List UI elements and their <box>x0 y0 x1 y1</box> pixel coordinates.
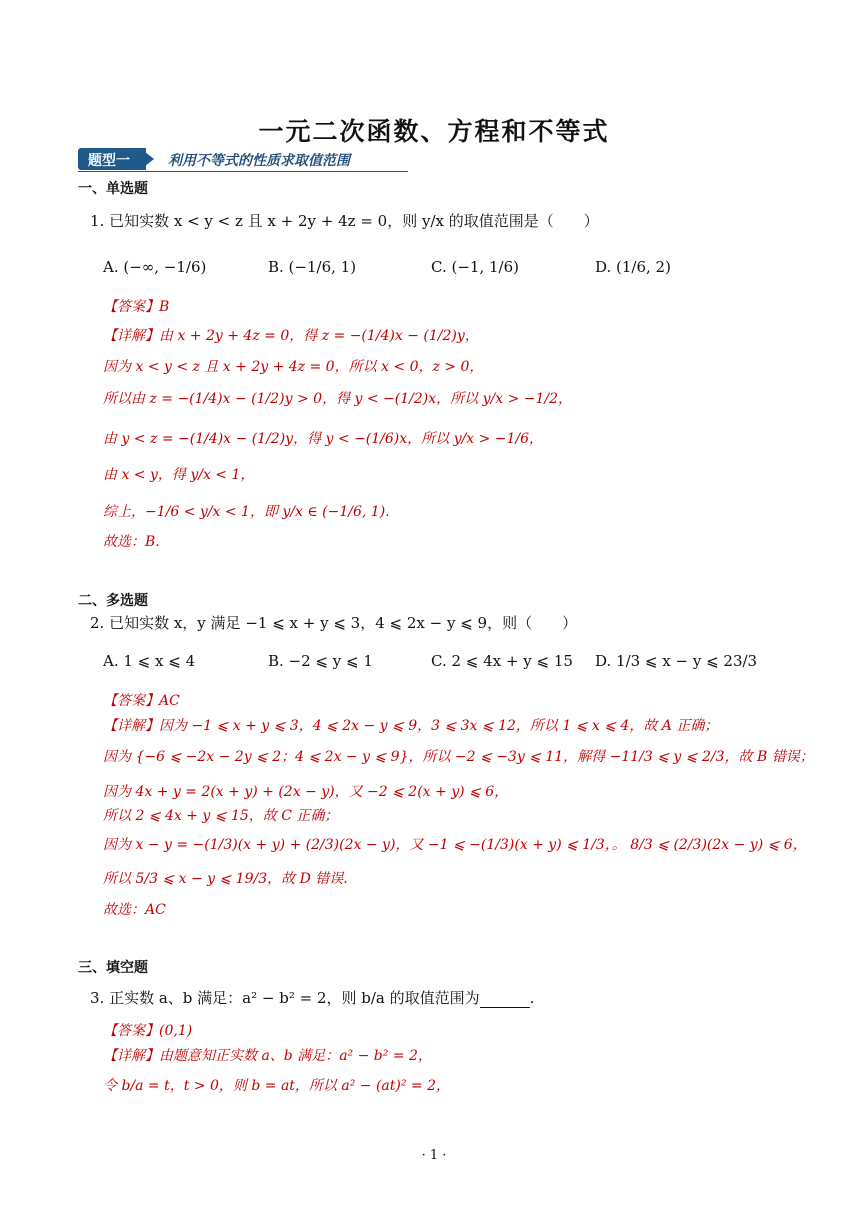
q2-answer: 【答案】AC <box>103 693 180 709</box>
q1-option-b: B. (−1/6, 1) <box>268 258 357 276</box>
q2-solution-line: 因为 x − y = −(1/3)(x + y) + (2/3)(2x − y)，又 −1 ⩽ −(1/3)(x + y) ⩽ 1/3，。 8/3 ⩽ (2/3)(2x − y) ⩽ 6， <box>103 837 807 853</box>
banner-label: 题型一 <box>88 153 130 169</box>
question-3-stem <box>90 987 534 1008</box>
q3-answer: 【答案】(0,1) <box>103 1023 193 1039</box>
section-heading-fill-blank: 三、填空题 <box>78 960 148 976</box>
page-title: 一元二次函数、方程和不等式 <box>258 117 610 146</box>
q2-solution-line: 所以 5/3 ⩽ x − y ⩽ 19/3，故 D 错误. <box>103 871 348 887</box>
q1-solution-line: 所以由 z = −(1/4)x − (1/2)y > 0，得 y < −(1/2)x，所以 y/x > −1/2， <box>103 391 573 407</box>
banner-text: 利用不等式的性质求取值范围 <box>168 153 350 169</box>
q2-solution-line: 因为 {−6 ⩽ −2x − 2y ⩽ 2；4 ⩽ 2x − y ⩽ 9}，所以 −2 ⩽ −3y ⩽ 11，解得 −11/3 ⩽ y ⩽ 2/3，故 B 错误； <box>103 749 814 765</box>
q3-stem-text: 3. 正实数 a、b 满足：a² − b² = 2，则 b/a 的取值范围为 <box>90 989 480 1007</box>
q3-solution-line: 令 b/a = t，t > 0，则 b = at，所以 a² − (at)² = 2， <box>103 1078 450 1094</box>
q1-solution-line: 由 x < y，得 y/x < 1， <box>103 467 255 483</box>
banner-underline <box>78 171 408 172</box>
q1-option-d: D. (1/6, 2) <box>595 258 671 276</box>
question-2-stem: 2. 已知实数 x，y 满足 −1 ⩽ x + y ⩽ 3，4 ⩽ 2x − y ⩽ 9，则（ ） <box>90 614 578 632</box>
q2-solution-line: 【详解】因为 −1 ⩽ x + y ⩽ 3，4 ⩽ 2x − y ⩽ 9，3 ⩽ 3x ⩽ 12，所以 1 ⩽ x ⩽ 4，故 A 正确； <box>103 718 719 734</box>
q1-solution-line: 【详解】由 x + 2y + 4z = 0，得 z = −(1/4)x − (1/2)y， <box>103 328 479 344</box>
q1-option-a: A. (−∞, −1/6) <box>103 258 207 276</box>
q3-answer-blank <box>480 993 530 1008</box>
q2-option-b: B. −2 ⩽ y ⩽ 1 <box>268 652 373 670</box>
topic-banner <box>78 148 408 172</box>
q2-solution-line: 故选：AC <box>103 902 166 918</box>
q1-solution-line: 综上，−1/6 < y/x < 1，即 y/x ∈ (−1/6, 1). <box>103 504 390 520</box>
q1-solution-line: 因为 x < y < z 且 x + 2y + 4z = 0，所以 x < 0，z > 0， <box>103 359 484 375</box>
section-heading-single-choice: 一、单选题 <box>78 181 148 197</box>
q2-option-d: D. 1/3 ⩽ x − y ⩽ 23/3 <box>595 652 758 670</box>
q2-solution-line: 所以 2 ⩽ 4x + y ⩽ 15，故 C 正确； <box>103 808 339 824</box>
q3-solution-line: 【详解】由题意知正实数 a、b 满足：a² − b² = 2， <box>103 1048 432 1064</box>
q1-option-c: C. (−1, 1/6) <box>431 258 519 276</box>
section-heading-multiple-choice: 二、多选题 <box>78 593 148 609</box>
question-1-stem: 1. 已知实数 x < y < z 且 x + 2y + 4z = 0，则 y/x 的取值范围是（ ） <box>90 212 599 230</box>
banner-arrow-icon <box>140 148 154 170</box>
page-number: · 1 · <box>421 1148 447 1163</box>
q1-solution-line: 由 y < z = −(1/4)x − (1/2)y，得 y < −(1/6)x，所以 y/x > −1/6， <box>103 431 544 447</box>
q1-answer: 【答案】B <box>103 299 170 315</box>
q2-option-a: A. 1 ⩽ x ⩽ 4 <box>103 652 196 670</box>
q1-solution-line: 故选：B. <box>103 534 160 550</box>
q2-solution-line: 因为 4x + y = 2(x + y) + (2x − y)，又 −2 ⩽ 2(x + y) ⩽ 6， <box>103 784 509 800</box>
q2-option-c: C. 2 ⩽ 4x + y ⩽ 15 <box>431 652 573 670</box>
q3-stem-end: . <box>529 989 535 1007</box>
